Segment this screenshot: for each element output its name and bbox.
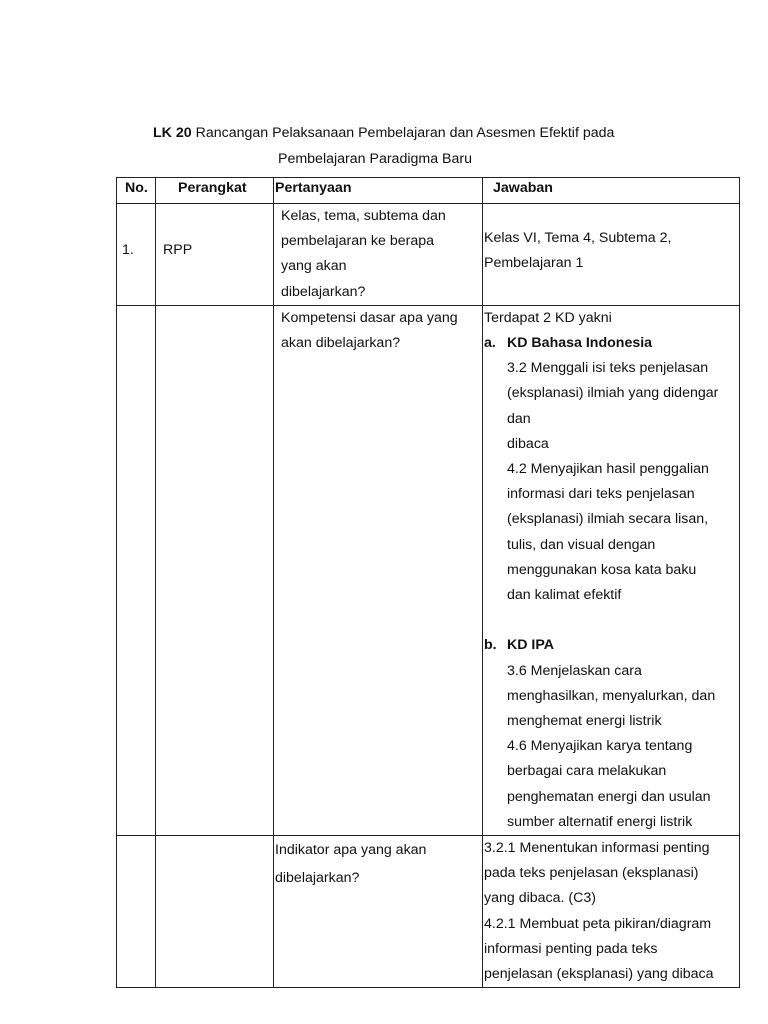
table-row [117, 305, 740, 835]
table-row [117, 836, 740, 988]
kd-b-line: 4.6 Menyajikan karya tentang [507, 738, 693, 755]
table-header-row [117, 178, 740, 204]
question-line: Kompetensi dasar apa yang [281, 309, 458, 326]
kd-b-line: penghematan energi dan usulan [507, 788, 711, 805]
answer-intro: Terdapat 2 KD yakni [484, 309, 612, 326]
row-number [117, 836, 156, 988]
kd-a-line: dan [507, 410, 531, 427]
kd-a-line: 3.2 Menggali isi teks penjelasan [507, 360, 709, 377]
answer-line: yang dibaca. (C3) [484, 890, 596, 907]
spacer [484, 608, 739, 633]
kd-a-line: (eksplanasi) ilmiah yang didengar [507, 385, 719, 402]
kd-a-line: informasi dari teks penjelasan [507, 486, 695, 503]
question-line: dibelajarkan? [281, 283, 366, 300]
row-number [117, 305, 156, 835]
kd-a-heading [484, 331, 739, 356]
kd-a-line: menggunakan kosa kata baku [507, 561, 697, 578]
lk-table [116, 177, 740, 988]
kd-a-line: dan kalimat efektif [507, 587, 622, 604]
header-jawaban: Jawaban [483, 178, 740, 204]
answer-line: pada teks penjelasan (eksplanasi) [484, 865, 699, 882]
kd-b-heading [484, 633, 739, 658]
kd-b-line: menghemat energi listrik [507, 713, 662, 730]
question-line: pembelajaran ke berapa [281, 233, 435, 250]
kd-a-line: (eksplanasi) ilmiah secara lisan, [507, 511, 709, 528]
question-line: akan dibelajarkan? [281, 335, 401, 352]
kd-a-line: 4.2 Menyajikan hasil penggalian [507, 461, 709, 478]
title-text: Rancangan Pelaksanaan Pembelajaran dan Asesmen Efektif pada [195, 125, 615, 141]
answer-cell [483, 204, 740, 306]
kd-a-label: a. [484, 335, 496, 352]
document-title [153, 125, 614, 141]
kd-b-line: sumber alternatif energi listrik [507, 813, 693, 830]
header-perangkat: Perangkat [156, 178, 274, 204]
answer-line: 3.2.1 Menentukan informasi penting [484, 840, 710, 857]
row-perangkat [156, 836, 274, 988]
answer-line: Kelas VI, Tema 4, Subtema 2, [484, 230, 672, 246]
kd-b-line: 3.6 Menjelaskan cara [507, 662, 642, 679]
answer-line: Pembelajaran 1 [484, 255, 584, 272]
kd-a-line: dibaca [507, 435, 549, 452]
kd-b-line: menghasilkan, menyalurkan, dan [507, 687, 716, 704]
answer-line: informasi penting pada teks [484, 940, 658, 957]
header-pertanyaan: Pertanyaan [274, 178, 483, 204]
row-perangkat [156, 305, 274, 835]
answer-line: penjelasan (eksplanasi) yang dibaca [484, 966, 714, 983]
question-cell [274, 836, 483, 988]
answer-cell [483, 836, 740, 988]
title-prefix: LK 20 [153, 125, 192, 141]
answer-line: 4.2.1 Membuat peta pikiran/diagram [484, 915, 712, 932]
table-row [117, 204, 740, 306]
document-subtitle: Pembelajaran Paradigma Baru [278, 151, 473, 167]
question-cell [274, 204, 483, 306]
kd-b-title: KD IPA [507, 637, 555, 654]
kd-b-line: berbagai cara melakukan [507, 763, 667, 780]
kd-a-line: tulis, dan visual dengan [507, 536, 656, 553]
question-line: dibelajarkan? [275, 870, 360, 887]
question-line: yang akan [281, 258, 347, 275]
question-cell [274, 305, 483, 835]
kd-a-title: KD Bahasa Indonesia [507, 335, 653, 352]
question-line: Indikator apa yang akan [275, 842, 427, 859]
answer-cell [483, 305, 740, 835]
question-line: Kelas, tema, subtema dan [281, 208, 446, 224]
header-no: No. [117, 178, 156, 204]
kd-b-label: b. [484, 637, 497, 654]
row-number: 1. [117, 204, 156, 306]
row-perangkat: RPP [156, 204, 274, 306]
